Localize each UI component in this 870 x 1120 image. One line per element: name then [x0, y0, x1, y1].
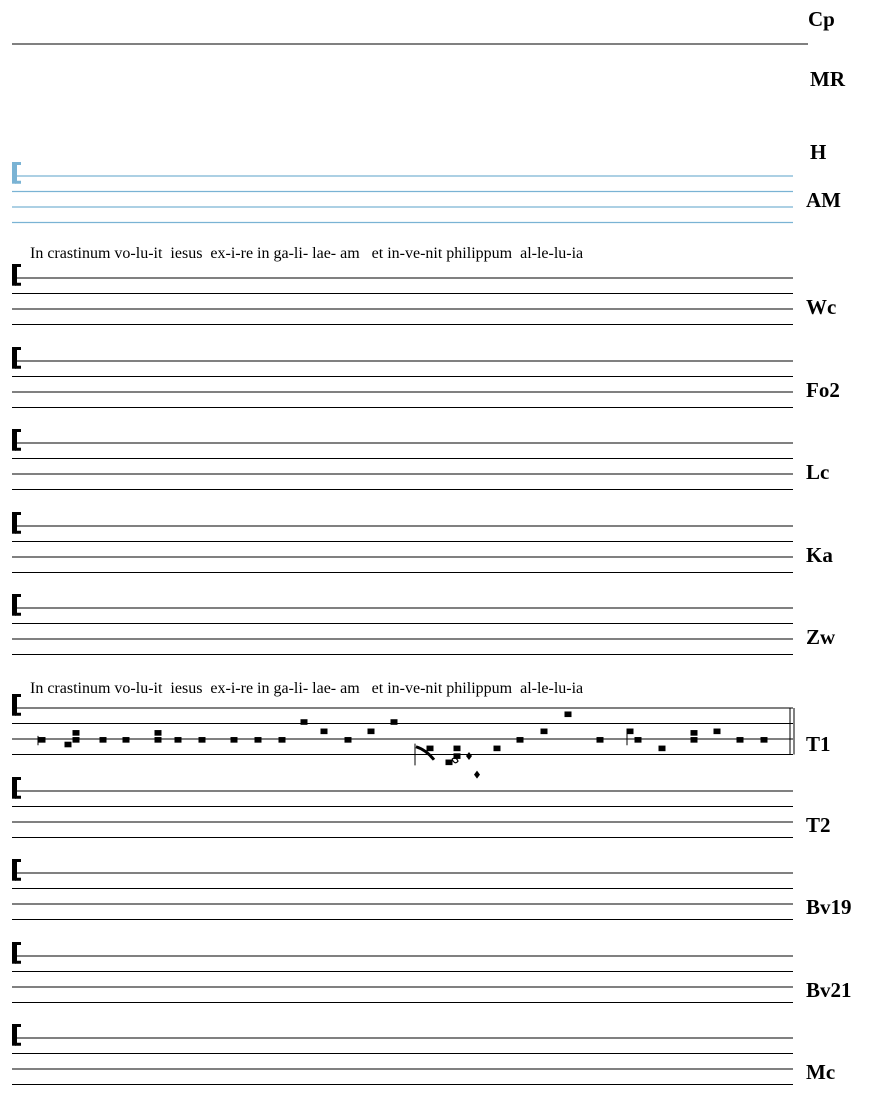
- staff-am[interactable]: [12, 162, 793, 223]
- staff-t2[interactable]: [12, 777, 793, 838]
- square-neume-icon: [368, 729, 375, 735]
- square-neume-icon: [321, 729, 328, 735]
- staff-lc[interactable]: [12, 429, 793, 490]
- square-neume-icon: [446, 760, 453, 766]
- siglum-label[interactable]: Ka: [806, 543, 833, 567]
- staff-mc[interactable]: [12, 1024, 793, 1085]
- staff-wc[interactable]: [12, 264, 793, 325]
- square-neume-icon: [345, 737, 352, 743]
- siglum-label[interactable]: H: [810, 140, 827, 164]
- staff-t1[interactable]: [12, 694, 794, 755]
- c-clef-icon: [12, 777, 21, 799]
- square-neume-icon: [39, 737, 46, 743]
- siglum-label[interactable]: MR: [810, 67, 845, 91]
- square-neume-icon: [123, 737, 130, 743]
- square-neume-icon: [155, 730, 162, 736]
- square-neume-icon: [454, 746, 461, 752]
- siglum-label[interactable]: Bv19: [806, 895, 852, 919]
- lyric-line: In crastinum vo-lu-it iesus ex-i-re in ga-li- lae- am et in-ve-nit philippum al-le-lu-ia: [30, 245, 584, 262]
- square-neume-icon: [255, 737, 262, 743]
- neumes-t1: [38, 711, 768, 778]
- square-neume-icon: [100, 737, 107, 743]
- diamond-neume-icon: [474, 771, 480, 779]
- siglum-label[interactable]: Mc: [806, 1060, 836, 1084]
- square-neume-icon: [659, 746, 666, 752]
- square-neume-icon: [737, 737, 744, 743]
- siglum-label[interactable]: Wc: [806, 295, 837, 319]
- c-clef-icon: [12, 859, 21, 881]
- c-clef-icon: [12, 264, 21, 286]
- square-neume-icon: [541, 729, 548, 735]
- siglum-label[interactable]: T1: [806, 732, 831, 756]
- staff-bv21[interactable]: [12, 942, 793, 1003]
- c-clef-icon: [12, 694, 21, 716]
- c-clef-icon: [12, 942, 21, 964]
- square-neume-icon: [494, 746, 501, 752]
- siglum-label[interactable]: AM: [806, 188, 841, 212]
- square-neume-icon: [199, 737, 206, 743]
- lyric-line: In crastinum vo-lu-it iesus ex-i-re in ga-li- lae- am et in-ve-nit philippum al-le-lu-ia: [30, 680, 584, 697]
- staff-ka[interactable]: [12, 512, 793, 573]
- square-neume-icon: [565, 711, 572, 717]
- c-clef-icon: [12, 594, 21, 616]
- siglum-label[interactable]: Fo2: [806, 378, 840, 402]
- siglum-label[interactable]: T2: [806, 813, 831, 837]
- siglum-label[interactable]: Cp: [808, 7, 835, 31]
- c-clef-icon: [12, 1024, 21, 1046]
- siglum-label[interactable]: Bv21: [806, 978, 852, 1002]
- staff-bv19[interactable]: [12, 859, 793, 920]
- square-neume-icon: [155, 737, 162, 743]
- square-neume-icon: [427, 746, 434, 752]
- square-neume-icon: [761, 737, 768, 743]
- square-neume-icon: [279, 737, 286, 743]
- staff-fo2[interactable]: [12, 347, 793, 408]
- staff-zw[interactable]: [12, 594, 793, 655]
- square-neume-icon: [627, 729, 634, 735]
- c-clef-icon: [12, 162, 21, 184]
- square-neume-icon: [73, 737, 80, 743]
- siglum-label[interactable]: Lc: [806, 460, 830, 484]
- c-clef-icon: [12, 347, 21, 369]
- siglum-label[interactable]: Zw: [806, 625, 836, 649]
- square-neume-icon: [517, 737, 524, 743]
- diamond-neume-icon: [466, 752, 472, 760]
- square-neume-icon: [73, 730, 80, 736]
- square-neume-icon: [597, 737, 604, 743]
- c-clef-icon: [12, 512, 21, 534]
- c-clef-icon: [12, 429, 21, 451]
- square-neume-icon: [175, 737, 182, 743]
- square-neume-icon: [691, 730, 698, 736]
- square-neume-icon: [714, 729, 721, 735]
- square-neume-icon: [691, 737, 698, 743]
- square-neume-icon: [65, 742, 72, 748]
- square-neume-icon: [301, 719, 308, 725]
- square-neume-icon: [391, 719, 398, 725]
- square-neume-icon: [635, 737, 642, 743]
- square-neume-icon: [231, 737, 238, 743]
